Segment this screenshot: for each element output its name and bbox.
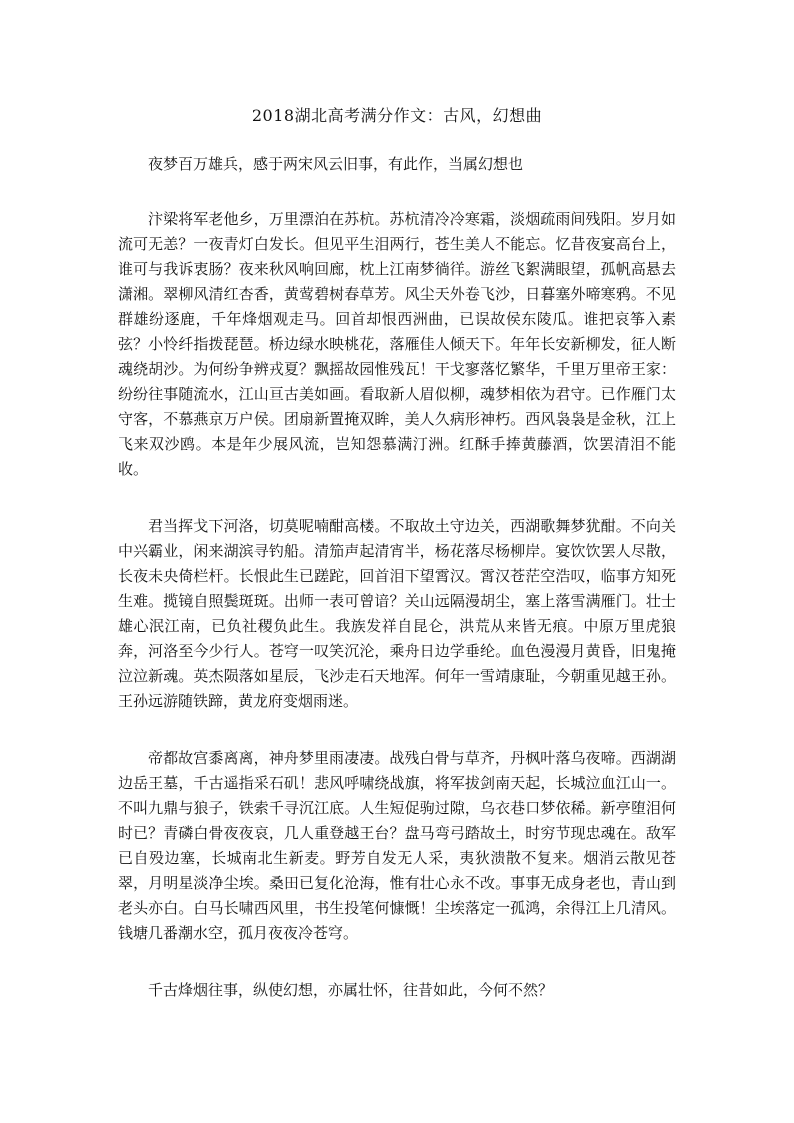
paragraph-3: 帝都故宫黍离离，神舟梦里雨凄凄。战残白骨与草齐，丹枫叶落乌夜啼。西湖湖边岳王墓，千古遥指采石矶！悲风呼啸绕战旗，将军拔剑南天起，长城泣血江山一。不叫九鼎与狼子，铁索千寻沉江底。人生短促驹过隙，乌衣巷口梦依稀。新亭堕泪何时已？青磷白骨夜夜哀，几人重登越王台？盘马弯弓踏故土，时穷节现忠魂在。敌军已自殁边塞，长城南北生新麦。野芳自发无人采，夷狄溃散不复来。烟消云散见苍翠，月明星淡净尘埃。桑田已复化沧海，惟有壮心永不改。事事无成身老也，青山到老头亦白。白马长啸西风里，书生投笔何慷慨！尘埃落定一孤鸿，余得江上几清风。钱塘几番潮水空，孤月夜夜冷苍穹。: [118, 749, 676, 942]
document-body: [118, 152, 676, 1035]
paragraph-2: 君当挥戈下河洛，切莫呢喃酣高楼。不取故土守边关，西湖歌舞梦犹酣。不向关中兴霸业，闲来湖滨寻钓船。清笳声起清宵半，杨花落尽杨柳岸。宴饮饮罢人尽散，长夜未央倚栏杆。长恨此生已蹉跎，回首泪下望霄汉。霄汉苍茫空浩叹，临事方知死生难。揽镜自照鬓斑斑。出师一表可曾谙？关山远隔漫胡尘，塞上落雪满雁门。壮士雄心泯江南，已负社稷负此生。我族发祥自昆仑，洪荒从来皆无痕。中原万里虎狼奔，河洛至今少行人。苍穹一叹笑沉沦，乘舟日边学垂纶。血色漫漫月黄昏，旧鬼掩泣泣新魂。英杰陨落如星辰，飞沙走石天地浑。何年一雪靖康耻，今朝重见越王孙。王孙远游随铁蹄，黄龙府变烟雨迷。: [118, 517, 676, 710]
paragraph-1: 汴梁将军老他乡，万里漂泊在苏杭。苏杭清冷冷寒霜，淡烟疏雨间残阳。岁月如流可无恙？一夜青灯白发长。但见平生泪两行，苍生美人不能忘。忆昔夜宴高台上，谁可与我诉衷肠？夜来秋风响回廊，枕上江南梦徜徉。游丝飞絮满眼望，孤帆高悬去潇湘。翠柳风清红杏香，黄莺碧树春草芳。风尘天外卷飞沙，日暮塞外啼寒鸦。不见群雄纷逐鹿，千年烽烟观走马。回首却恨西洲曲，已误故侯东陵瓜。谁把哀筝入素弦？小怜纤指拨琵琶。桥边绿水映桃花，落雁佳人倾天下。年年长安新柳发，征人断魂绕胡沙。为何纷争辨戎夏？飘摇故园惟残瓦！干戈寥落忆繁华，千里万里帝王家：纷纷往事随流水，江山亘古美如画。看取新人眉似柳，魂梦相依为君守。已作雁门太守客，不慕燕京万户侯。团扇新置掩双眸，美人久病形神朽。西风袅袅是金秋，江上飞来双沙鸥。本是年少展风流，岂知怨慕满汀洲。红酥手捧黄藤酒，饮罢清泪不能收。: [118, 210, 676, 478]
paragraph-intro: 夜梦百万雄兵，感于两宋风云旧事，有此作，当属幻想也: [148, 155, 524, 173]
paragraph-conclusion: 千古烽烟往事，纵使幻想，亦属壮怀，往昔如此，今何不然？: [148, 981, 554, 999]
document-title: 2018湖北高考满分作文：古风，幻想曲: [251, 106, 543, 125]
